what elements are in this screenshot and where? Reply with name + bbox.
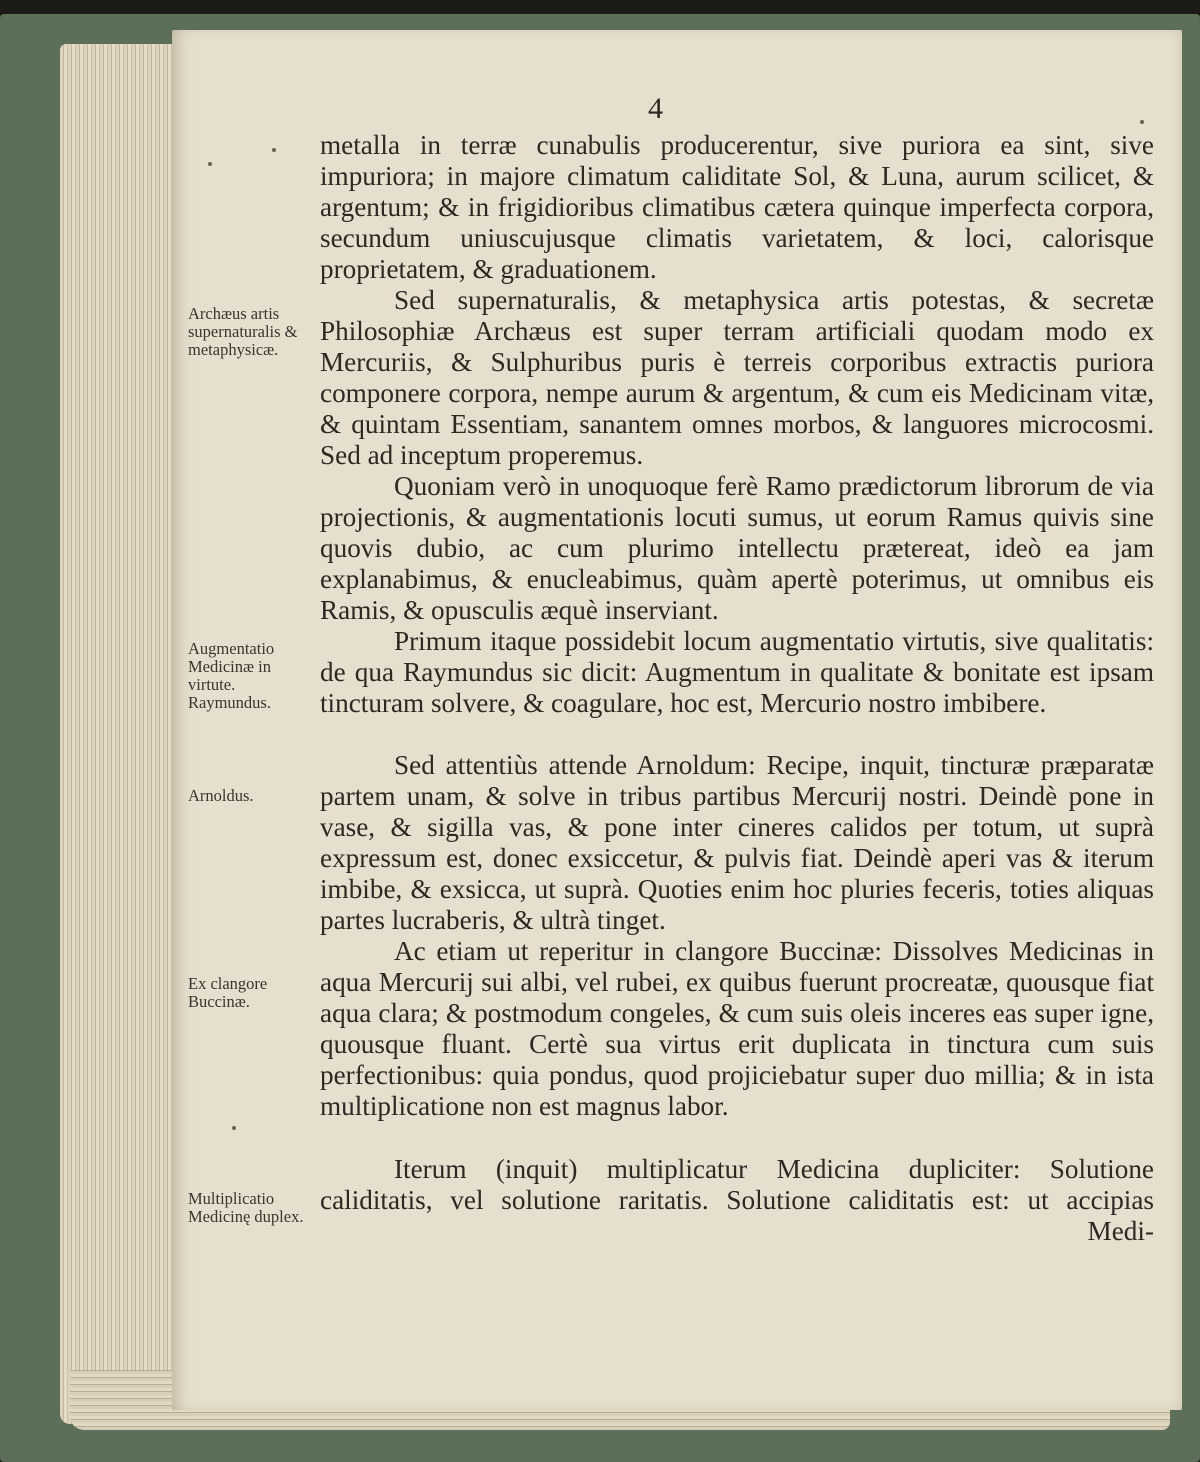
marginal-note: Augmentatio Medicinæ in virtute. Raymundus. bbox=[188, 639, 275, 712]
page-number: 4 bbox=[648, 92, 663, 125]
paragraph: Iterum (inquit) multiplicatur Medicina dupliciter: Solutione caliditatis, vel solutione raritatis. Solutione caliditatis est: ut accipias bbox=[320, 1154, 1154, 1215]
paragraph: Quoniam verò in unoquoque ferè Ramo prædictorum librorum de via projectionis, & augmentationis locuti sumus, ut eorum Ramus quivis sine quovis dubio, ac cum plurimo intellectu prætereat, ideò ea jam explanabimus, & enucleabimus, quàm apertè poterimus, ut omnibus eis Ramis, & opusculis æquè inserviant. bbox=[320, 471, 1154, 625]
paragraph: Ac etiam ut reperitur in clangore Buccinæ: Dissolves Medicinas in aqua Mercurij sui albi, vel rubei, ex quibus fuerunt procreatæ, quousque fiat aqua clara; & postmodum congeles, & cum suis oleis inceres eas super igne, quousque fluant. Certè sua virtus erit duplicata in tinctura cum suis perfectionibus: quia pondus, quod projiciebatur super duo millia; & in ista multiplicatione non est magnus labor. bbox=[320, 936, 1154, 1121]
main-text bbox=[320, 130, 1154, 1247]
paragraph: Sed attentiùs attende Arnoldum: Recipe, inquit, tincturæ præparatæ partem unam, & solve in tribus partibus Mercurij nostri. Deindè pone in vase, & sigilla vas, & pone inter cineres calidos per totum, ut suprà expressum est, donec exsiccetur, & pulvis fiat. Deindè aperi vas & iterum imbibe, & exsicca, ut suprà. Quoties enim hoc pluries feceris, toties aliquas partes lucraberis, & ultrà tinget. bbox=[320, 750, 1154, 935]
catchword: Medi- bbox=[1087, 1216, 1154, 1246]
paragraph: Primum itaque possidebit locum augmentatio virtutis, sive qualitatis: de qua Raymundus sic dicit: Augmentum in qualitate & bonitate est ipsam tincturam solvere, & coagulare, hoc est, Mercurio nostro imbibere. bbox=[320, 626, 1154, 718]
paragraph: Sed supernaturalis, & metaphysica artis potestas, & secretæ Philosophiæ Archæus est super terram artificiali quodam modo ex Mercuriis, & Sulphuribus puris è terreis corporibus extractis puriora componere corpora, nempe aurum & argentum, & cum eis Medicinam vitæ, & quintam Essentiam, sanantem omnes morbos, & languores microcosmi. Sed ad inceptum properemus. bbox=[320, 285, 1154, 470]
marginal-note: Archæus artis supernaturalis & metaphysicæ. bbox=[188, 304, 298, 359]
ink-speck bbox=[232, 1126, 236, 1130]
marginal-note: Arnoldus. bbox=[188, 786, 254, 805]
marginal-note: Multiplicatio Medicinę duplex. bbox=[188, 1189, 304, 1226]
ink-speck bbox=[272, 148, 276, 152]
ink-speck bbox=[1140, 120, 1144, 124]
ink-speck bbox=[208, 162, 212, 166]
paragraph: metalla in terræ cunabulis producerentur, sive puriora ea sint, sive impuriora; in majore climatum caliditate Sol, & Luna, aurum scilicet, & argentum; & in frigidioribus climatibus cætera quinque imperfecta corpora, secundum uniuscujusque climatis varietatem, & loci, calorisque proprietatem, & graduationem. bbox=[320, 130, 1154, 284]
marginal-note: Ex clangore Buccinæ. bbox=[188, 974, 268, 1011]
